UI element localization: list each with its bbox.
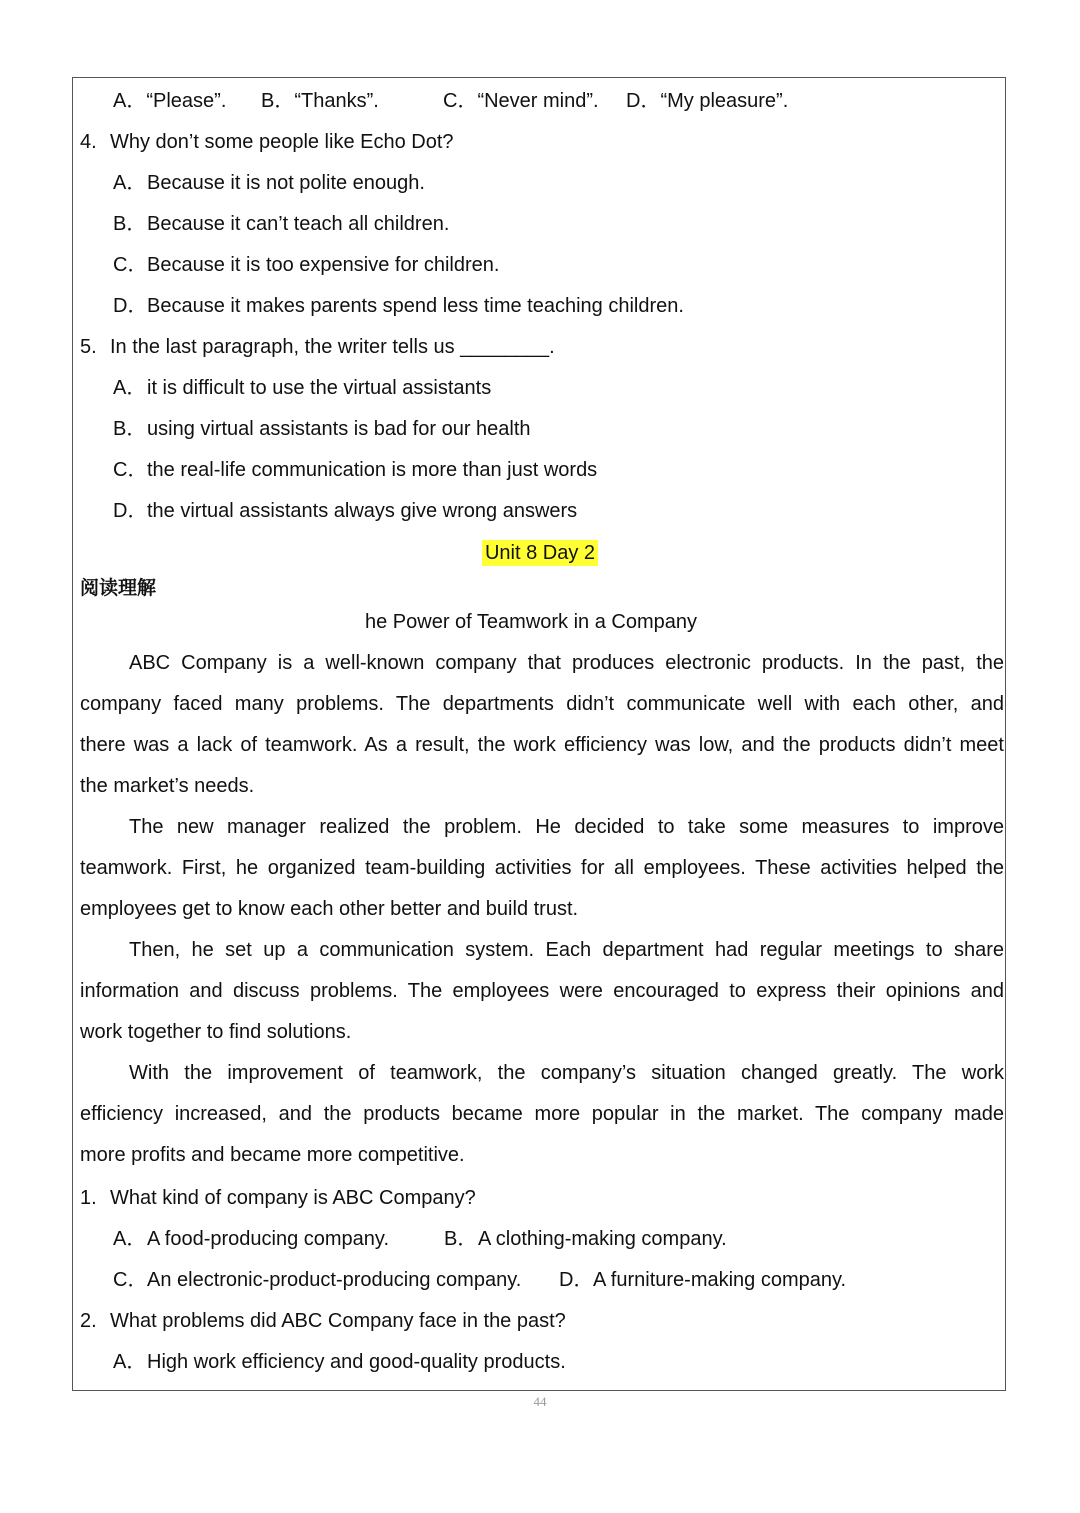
passage-line: information and discuss problems. The employees were encouraged to express their opinions and — [80, 980, 1004, 1002]
passage-line: ABC Company is a well-known company that produces electronic products. In the past, the — [129, 652, 1004, 674]
r1-options-row-1 — [113, 1225, 1037, 1253]
page-number: 44 — [533, 1394, 547, 1409]
question-4 — [80, 128, 1004, 156]
r1-options-row-2 — [113, 1266, 1037, 1294]
r1-option-c: C．An electronic-product-producing company. — [113, 1269, 522, 1291]
r1-option-d: D．A furniture-making company. — [559, 1269, 847, 1291]
reading-question-2 — [80, 1307, 1004, 1335]
q5-option-a: A．it is difficult to use the virtual assistants — [113, 377, 492, 399]
passage-line: more profits and became more competitive. — [80, 1144, 465, 1166]
question-number: 5. — [80, 336, 97, 358]
question-number: 4. — [80, 131, 97, 153]
q4-option-a: A．Because it is not polite enough. — [113, 172, 425, 194]
q3-option-d: D．“My pleasure”. — [626, 90, 789, 112]
q3-option-b: B．“Thanks”. — [261, 90, 379, 112]
passage-line: the market’s needs. — [80, 775, 255, 797]
r2-option-a: A．High work efficiency and good-quality products. — [113, 1351, 566, 1373]
unit-heading-label: Unit 8 Day 2 — [482, 540, 598, 566]
passage-line: teamwork. First, he organized team-building activities for all employees. These activities helped the — [80, 857, 1004, 879]
q4-option-c: C．Because it is too expensive for children. — [113, 254, 500, 276]
q3-options-row — [113, 87, 1037, 115]
r1-option-b: B．A clothing-making company. — [444, 1228, 727, 1250]
passage-line: company faced many problems. The departments didn’t communicate well with each other, and — [80, 693, 1004, 715]
passage-title: he Power of Teamwork in a Company — [365, 611, 698, 633]
q5-option-d: D．the virtual assistants always give wrong answers — [113, 500, 578, 522]
passage-line: Then, he set up a communication system. Each department had regular meetings to share — [129, 939, 1004, 961]
q4-option-b: B．Because it can’t teach all children. — [113, 213, 450, 235]
question-text: In the last paragraph, the writer tells us ________. — [110, 336, 555, 358]
question-text: What problems did ABC Company face in the past? — [110, 1310, 566, 1332]
passage-line: efficiency increased, and the products became more popular in the market. The company made — [80, 1103, 1004, 1125]
passage-line: With the improvement of teamwork, the company’s situation changed greatly. The work — [129, 1062, 1004, 1084]
passage-line: employees get to know each other better and build trust. — [80, 898, 579, 920]
passage-line: there was a lack of teamwork. As a result, the work efficiency was low, and the products didn’t meet — [80, 734, 1004, 756]
section-title: 阅读理解 — [80, 577, 157, 599]
q5-option-b: B．using virtual assistants is bad for our health — [113, 418, 531, 440]
q5-option-c: C．the real-life communication is more than just words — [113, 459, 598, 481]
passage-line: work together to find solutions. — [80, 1021, 352, 1043]
unit-heading — [80, 539, 1000, 567]
reading-question-1 — [80, 1184, 1004, 1212]
passage-line: The new manager realized the problem. He decided to take some measures to improve — [129, 816, 1004, 838]
q3-option-c: C．“Never mind”. — [443, 90, 599, 112]
question-text: Why don’t some people like Echo Dot? — [110, 131, 454, 153]
question-number: 1. — [80, 1187, 97, 1209]
r1-option-a: A．A food-producing company. — [113, 1228, 390, 1250]
q3-option-a: A．“Please”. — [113, 90, 227, 112]
q4-option-d: D．Because it makes parents spend less time teaching children. — [113, 295, 684, 317]
question-number: 2. — [80, 1310, 97, 1332]
question-5 — [80, 333, 1004, 361]
question-text: What kind of company is ABC Company? — [110, 1187, 476, 1209]
